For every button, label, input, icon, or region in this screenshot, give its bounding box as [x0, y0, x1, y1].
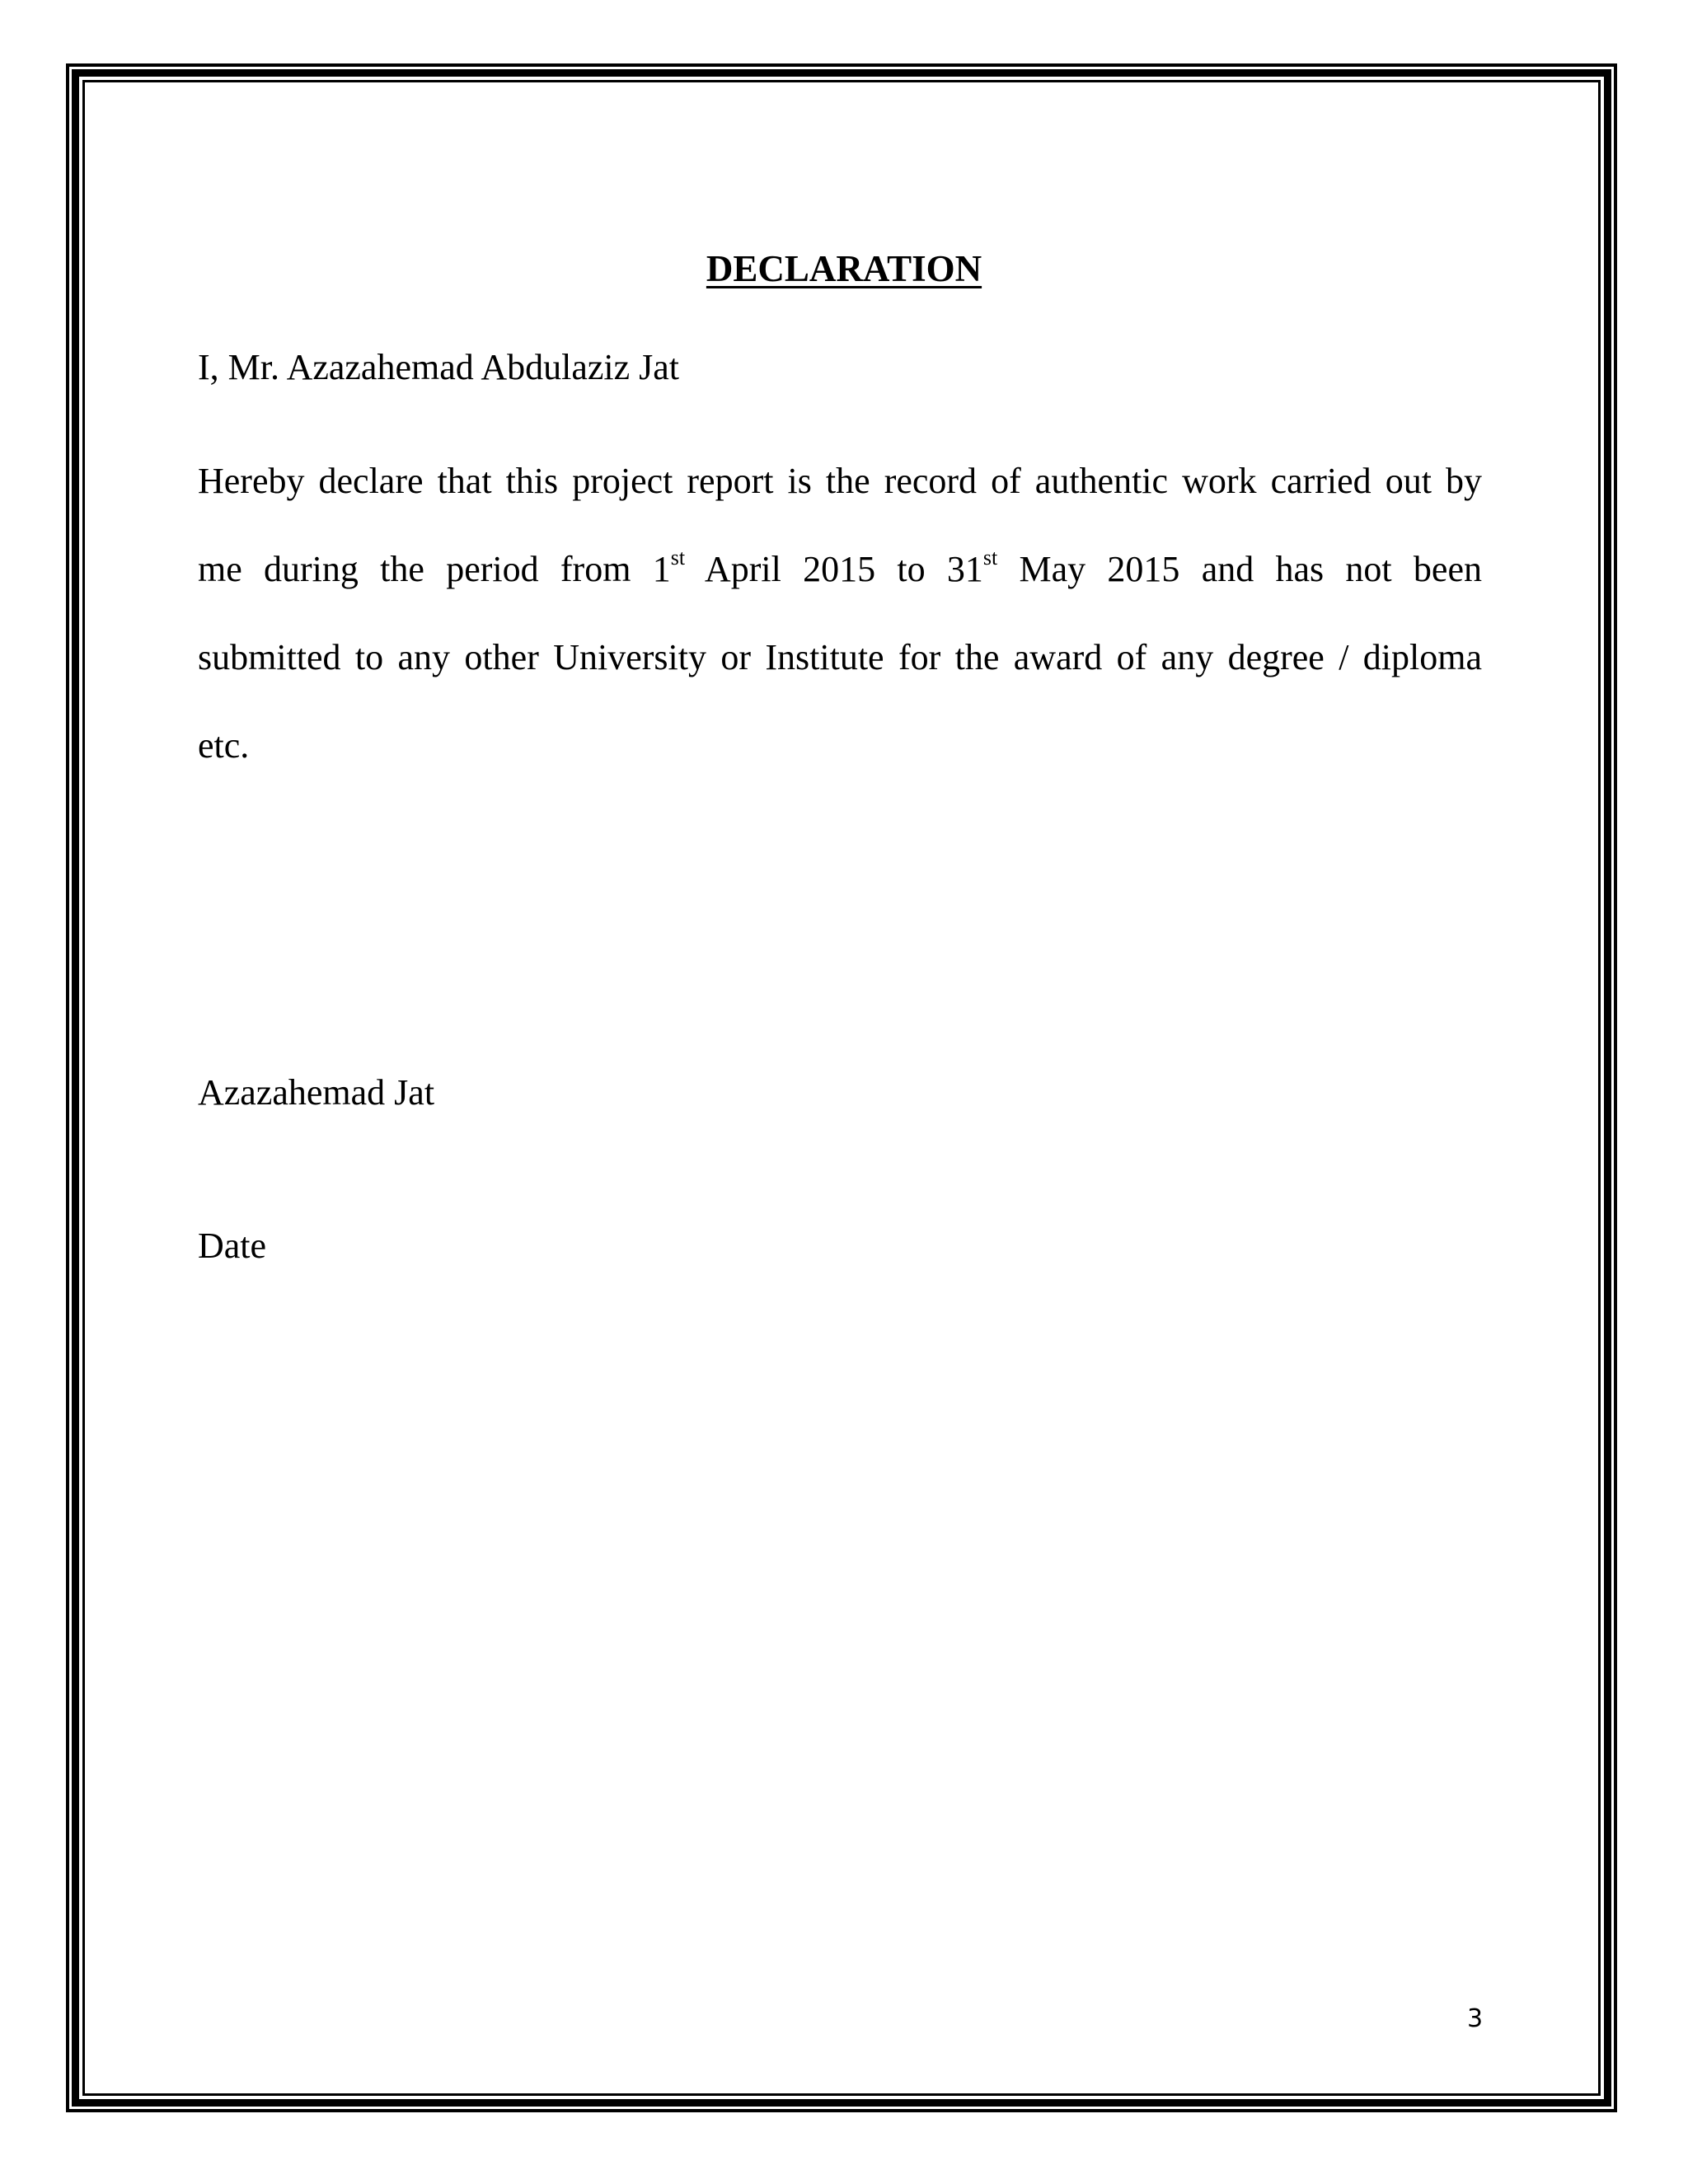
paragraph-line-1: Hereby declare that this project report is the record of authentic work carried out by: [198, 461, 1482, 501]
date-label: Date: [198, 1226, 267, 1266]
paragraph-line-3: submitted to any other University or Institute for the award of any degree / diploma: [198, 637, 1482, 677]
page-number: 3: [1467, 2004, 1484, 2033]
paragraph-line-2-part-2: April 2015 to 31: [685, 549, 983, 589]
signature-name: Azazahemad Jat: [198, 1072, 435, 1113]
paragraph-line-4: etc.: [198, 725, 250, 766]
page-title: DECLARATION: [706, 248, 982, 289]
paragraph-line-2: [198, 525, 1482, 613]
declarant-line: I, Mr. Azazahemad Abdulaziz Jat: [198, 347, 680, 387]
paragraph-line-2-part-1: me during the period from 1: [198, 549, 671, 589]
declaration-paragraph: [198, 437, 1482, 790]
superscript-st-2: st: [982, 546, 998, 570]
paragraph-line-2-part-3: May 2015 and has not been: [997, 549, 1482, 589]
superscript-st-1: st: [670, 546, 686, 570]
